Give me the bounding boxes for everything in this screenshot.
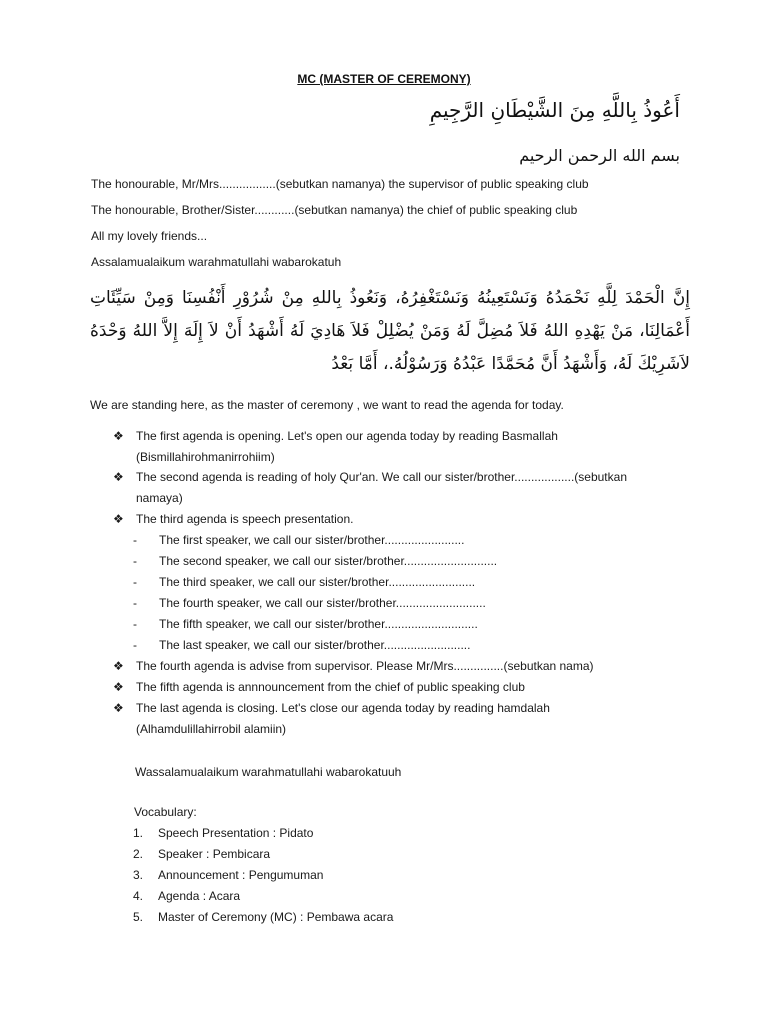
salam-closing: Wassalamualaikum warahmatullahi wabarokatuuh xyxy=(135,765,402,779)
agenda-text: The fifth agenda is annnouncement from the chief of public speaking club xyxy=(136,680,525,694)
taawudz-text: أَعُوذُ بِاللَّهِ مِنَ الشَّيْطَانِ الرَّجِيمِ xyxy=(429,98,680,122)
vocabulary-heading: Vocabulary: xyxy=(134,805,197,819)
basmalah-text: بسم الله الرحمن الرحيم xyxy=(519,146,680,165)
diamond-bullet-icon: ❖ xyxy=(113,470,124,484)
diamond-bullet-icon: ❖ xyxy=(113,512,124,526)
agenda-text: The first agenda is opening. Let's open our agenda today by reading Basmallah xyxy=(136,429,558,443)
diamond-bullet-icon: ❖ xyxy=(113,701,124,715)
agenda-text: The last agenda is closing. Let's close our agenda today by reading hamdalah xyxy=(136,701,550,715)
greeting-friends: All my lovely friends... xyxy=(91,229,208,243)
greeting-supervisor: The honourable, Mr/Mrs.................(sebutkan namanya) the supervisor of public speaking club xyxy=(91,177,589,191)
agenda-text: (Bismillahirohmanirrohiim) xyxy=(136,450,275,464)
greeting-chief: The honourable, Brother/Sister............(sebutkan namanya) the chief of public speaking club xyxy=(91,203,578,217)
opening-doa-arabic: إِنَّ الْحَمْدَ لِلَّهِ نَحْمَدُهُ وَنَسْتَعِينُهُ وَنَسْتَغْفِرُهُ، وَنَعُوذُ بِاللهِ مِنْ شُرُوْرِ أَنْفُسِنَا وَمِنْ سَيِّئَاتِ أَعْمَالِنَا، مَنْ يَهْدِهِ اللهُ فَلاَ مُضِلَّ لَهُ وَمَنْ يُضْلِلْ فَلاَ هَادِيَ لَهُ أَشْهَدُ أَنْ لاَ إِلَهَ إِلاَّ اللهُ وَحْدَهُ لاَشَرِيْكَ لَهُ، وَأَشْهَدُ أَنَّ مُحَمَّدًا عَبْدُهُ وَرَسُوْلُهُ.، أَمَّا بَعْدُ xyxy=(90,288,690,374)
agenda-text: (Alhamdulillahirrobil alamiin) xyxy=(136,722,287,736)
agenda-text: namaya) xyxy=(136,491,183,505)
diamond-bullet-icon: ❖ xyxy=(113,680,124,694)
document-title: MC (MASTER OF CEREMONY) xyxy=(297,72,471,86)
agenda-text: The fourth agenda is advise from supervisor. Please Mr/Mrs...............(sebutkan nama) xyxy=(136,659,594,673)
agenda-text: The second agenda is reading of holy Qur'an. We call our sister/brother..................(sebutkan xyxy=(136,470,627,484)
agenda-intro: We are standing here, as the master of ceremony , we want to read the agenda for today. xyxy=(90,398,564,412)
diamond-bullet-icon: ❖ xyxy=(113,659,124,673)
salam-opening: Assalamualaikum warahmatullahi wabarokatuh xyxy=(91,255,342,269)
diamond-bullet-icon: ❖ xyxy=(113,429,124,443)
agenda-text: The third agenda is speech presentation. xyxy=(136,512,354,526)
document-page: MC (MASTER OF CEREMONY) أَعُوذُ بِاللَّهِ مِنَ الشَّيْطَانِ الرَّجِيمِ بسم الله الرحمن الرحيم The honourable, Mr/Mrs.................(sebutkan namanya) the supervisor of public speaking club The honourable, Brother/Sister............(sebutkan namanya) the chief of public speaking club All my lovely friends... Assalamualaikum warahmatullahi wabarokatuh إِنَّ الْحَمْدَ لِلَّهِ نَحْمَدُهُ وَنَسْتَعِينُهُ وَنَسْتَغْفِرُهُ، وَنَعُوذُ بِاللهِ مِنْ شُرُوْرِ أَنْفُسِنَا وَمِنْ سَيِّئَاتِ أَعْمَالِنَا، مَنْ يَهْدِهِ اللهُ فَلاَ مُضِلَّ لَهُ وَمَنْ يُضْلِلْ فَلاَ هَادِيَ لَهُ أَشْهَدُ أَنْ لاَ إِلَهَ إِلاَّ اللهُ وَحْدَهُ لاَشَرِيْكَ لَهُ، وَأَشْهَدُ أَنَّ مُحَمَّدًا عَبْدُهُ وَرَسُوْلُهُ.، أَمَّا بَعْدُ We are standing here, as the master of ceremony , we want to read the agenda for today. ❖ The first agenda is opening. Let's open our agenda today by reading Basmallah (Bismillahirohmanirrohiim) ❖ The second agenda is reading of holy Qur'an. We call our sister/brother..................(sebutkan namaya) ❖ The third agenda is speech presentation. - The first speaker, we call our sister/brother........................ - The second speaker, we call our sister/brother............................ - The third speaker, we call our sister/brother.......................... - The fourth speaker, we call our sister/brother........................... - The fifth speaker, we call our sister/brother............................ - The last speaker, we call our sister/brother.......................... ❖ The fourth agenda is advise from supervisor. Please Mr/Mrs...............(sebutkan nama) ❖ The fifth agenda is annnouncement from the chief of public speaking club ❖ The last agenda is closing. Let's close our agenda today by reading hamdalah (Alhamdulillahirrobil alamiin) Wassalamualaikum warahmatullahi wabarokatuuh Vocabulary: 1. Speech Presentation : Pidato 2. Speaker : Pembicara 3. Announcement : Pengumuman 4. Agenda : Acara 5. Master of Ceremony (MC) : Pembawa acara xyxy=(0,0,768,1024)
